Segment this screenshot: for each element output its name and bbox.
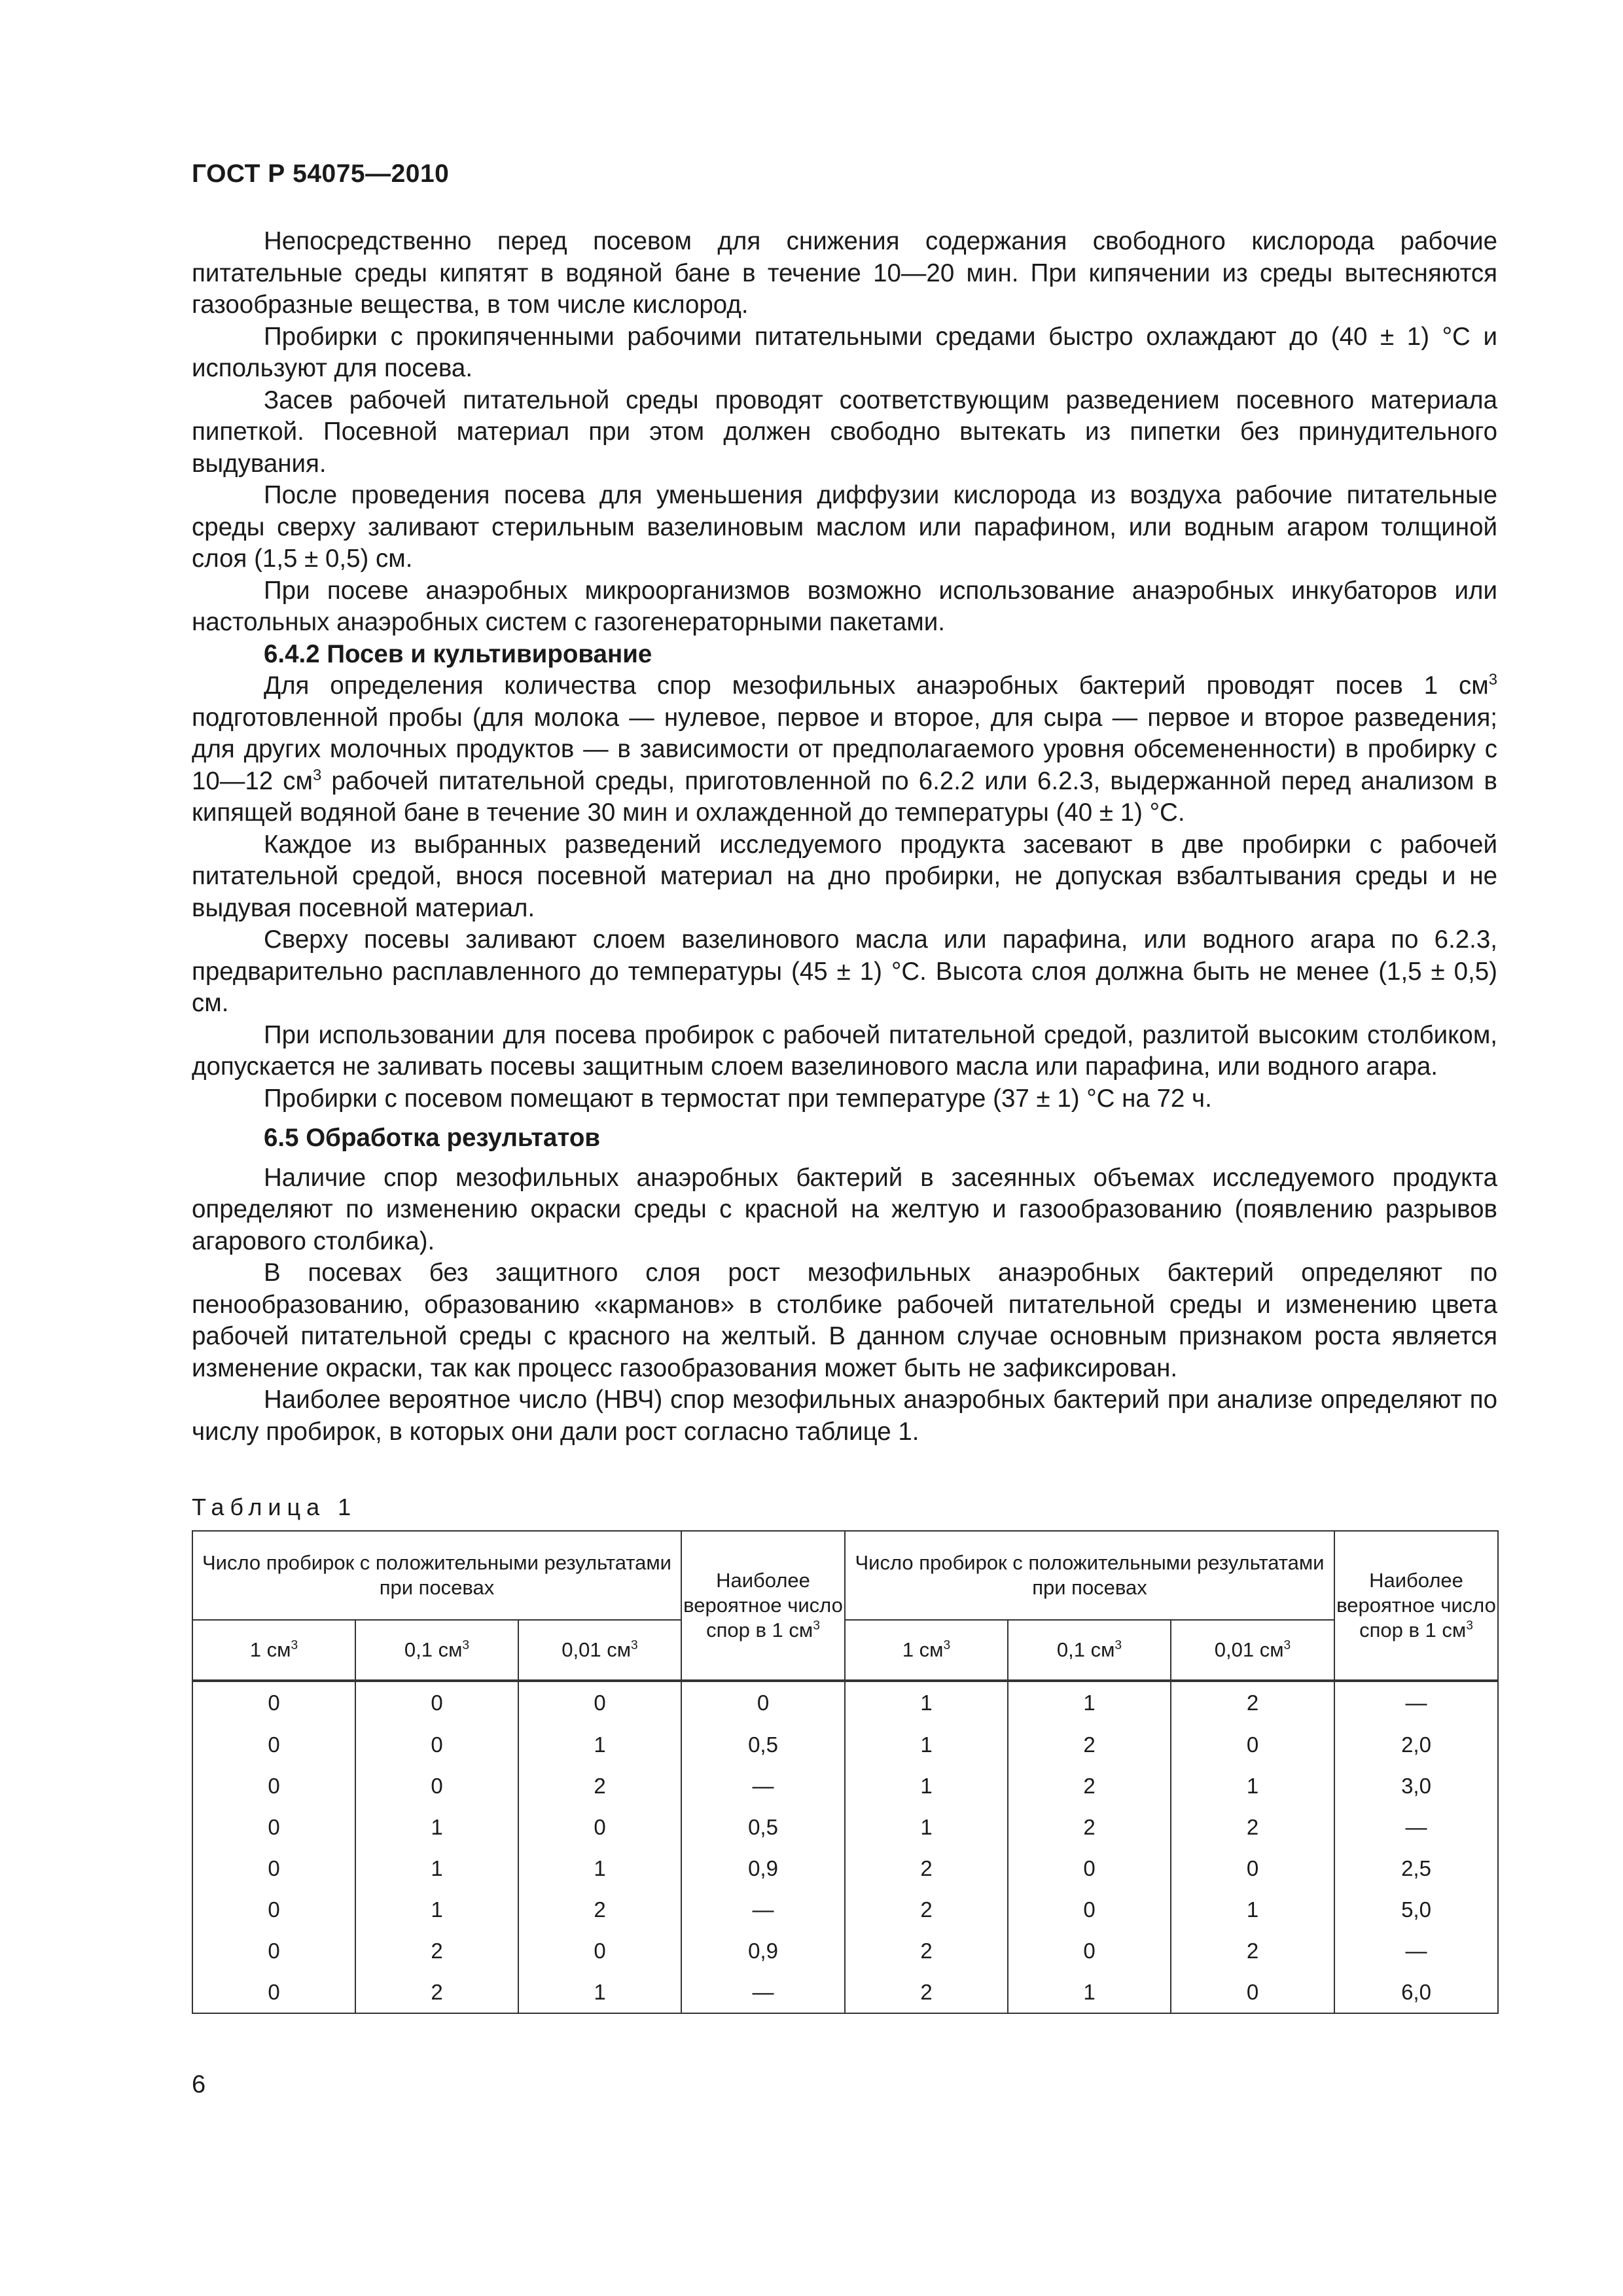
paragraph: Непосредственно перед посевом для снижения содержания свободного кислорода рабочие питательные среды кипятят в водяной бане в течение 10—20 мин. При кипячении из среды вытесняются газообразные вещества, в том числе кислород. <box>192 227 1497 319</box>
header-text: 1 см <box>249 1638 291 1661</box>
table-cell: 0 <box>1008 1848 1171 1889</box>
paragraph: При посеве анаэробных микроорганизмов возможно использование анаэробных инкубаторов или настольных анаэробных систем с газогенераторными пакетами. <box>192 576 1497 636</box>
table-cell: 2 <box>845 1848 1008 1889</box>
table-cell: 0 <box>192 1930 355 1971</box>
header-text: 0,1 см <box>1056 1638 1115 1661</box>
table-cell: 2 <box>518 1889 681 1930</box>
table-row <box>192 1681 1498 1724</box>
table-cell: 2 <box>1171 1681 1334 1724</box>
table-cell: 1 <box>1171 1765 1334 1806</box>
table-cell: 1 <box>845 1765 1008 1806</box>
paragraph: Пробирки с посевом помещают в термостат при температуре (37 ± 1) °С на 72 ч. <box>264 1084 1212 1113</box>
paragraph-text: подготовленной пробы (для молока — нулевое, первое и второе, для сыра — первое и второе разведения; для других молочных продуктов — в зависимости от предполагаемого уровня обсемененности) в пробирку с 10—12 см <box>192 703 1497 795</box>
table-row <box>192 1848 1498 1889</box>
table-cell: 0,5 <box>681 1806 845 1848</box>
mpn-table <box>192 1530 1499 2014</box>
table-cell: 2 <box>845 1930 1008 1971</box>
table-cell: 1 <box>845 1681 1008 1724</box>
superscript: 3 <box>943 1638 951 1653</box>
table-cell: 2 <box>518 1765 681 1806</box>
section-heading-6-4-2: 6.4.2 Посев и культивирование <box>264 639 652 668</box>
table-cell: 2 <box>845 1971 1008 2013</box>
group-header: Число пробирок с положительными результатами при посевах <box>192 1531 681 1620</box>
paragraph: Пробирки с прокипяченными рабочими питательными средами быстро охлаждают до (40 ± 1) °С и используют для посева. <box>192 322 1497 382</box>
page-number: 6 <box>192 2071 206 2098</box>
table-cell: 0 <box>355 1724 518 1765</box>
table-cell: 0 <box>518 1681 681 1724</box>
table-row <box>192 1765 1498 1806</box>
document-header: ГОСТ Р 54075—2010 <box>192 160 450 188</box>
table-cell: 0 <box>1008 1930 1171 1971</box>
header-text: 0,1 см <box>404 1638 463 1661</box>
table-cell: 0 <box>1171 1971 1334 2013</box>
paragraph-text: рабочей питательной среды, приготовленной по 6.2.2 или 6.2.3, выдержанной перед анализом в кипящей водяной бане в течение 30 мин и охлажденной до температуры (40 ± 1) °С. <box>192 766 1497 827</box>
table-cell: 2 <box>1008 1765 1171 1806</box>
column-header <box>192 1620 355 1681</box>
table-cell: 1 <box>1171 1889 1334 1930</box>
table-cell: 0 <box>1008 1889 1171 1930</box>
superscript: 3 <box>1283 1638 1291 1653</box>
paragraph: Наличие спор мезофильных анаэробных бактерий в засеянных объемах исследуемого продукта определяют по изменению окраски среды с красной на желтую и газообразованию (появлению разрывов агарового столбика). <box>192 1163 1497 1255</box>
table-cell: 3,0 <box>1334 1765 1498 1806</box>
table-body <box>192 1681 1498 2013</box>
table-cell: 1 <box>845 1806 1008 1848</box>
table-cell: 1 <box>845 1724 1008 1765</box>
table-cell: 0 <box>355 1765 518 1806</box>
table-cell: 2 <box>355 1930 518 1971</box>
mpn-header <box>681 1531 845 1681</box>
table-cell: 1 <box>1008 1971 1171 2013</box>
header-text: 0,01 см <box>562 1638 632 1661</box>
superscript: 3 <box>1488 671 1497 689</box>
table-cell: 0 <box>192 1681 355 1724</box>
table-cell: 0 <box>192 1806 355 1848</box>
header-text: Наиболее вероятное число спор в 1 см <box>1336 1569 1496 1641</box>
mpn-header <box>1334 1531 1498 1681</box>
column-header <box>845 1620 1008 1681</box>
header-text: 1 см <box>902 1638 944 1661</box>
table-row <box>192 1806 1498 1848</box>
superscript: 3 <box>813 1619 820 1633</box>
group-header: Число пробирок с положительными результатами при посевах <box>845 1531 1334 1620</box>
column-header <box>1171 1620 1334 1681</box>
table-cell: 2 <box>1171 1930 1334 1971</box>
header-text: Наиболее вероятное число спор в 1 см <box>683 1569 843 1641</box>
paragraph: Сверху посевы заливают слоем вазелинового масла или парафина, или водного агара по 6.2.3, предварительно расплавленного до температуры (45 ± 1) °С. Высота слоя должна быть не менее (1,5 ± 0,5) см. <box>192 925 1497 1017</box>
superscript: 3 <box>1466 1619 1473 1633</box>
table-cell: 1 <box>1008 1681 1171 1724</box>
table-cell: 1 <box>355 1889 518 1930</box>
table-cell: 0 <box>355 1681 518 1724</box>
paragraph: При использовании для посева пробирок с рабочей питательной средой, разлитой высоким столбиком, допускается не заливать посевы защитным слоем вазелинового масла или парафина, или водного агара. <box>192 1020 1497 1081</box>
superscript: 3 <box>631 1638 638 1653</box>
table-cell: 0,9 <box>681 1930 845 1971</box>
table-cell: 6,0 <box>1334 1971 1498 2013</box>
table-cell: 1 <box>518 1724 681 1765</box>
table-cell: 5,0 <box>1334 1889 1498 1930</box>
column-header <box>518 1620 681 1681</box>
superscript: 3 <box>291 1638 298 1653</box>
table-cell: 0 <box>192 1765 355 1806</box>
table-row <box>192 1889 1498 1930</box>
table-cell: 0 <box>518 1806 681 1848</box>
table-cell: — <box>681 1971 845 2013</box>
table-cell: 1 <box>355 1848 518 1889</box>
table-cell: — <box>681 1765 845 1806</box>
column-header <box>355 1620 518 1681</box>
table-cell: 0 <box>681 1681 845 1724</box>
superscript: 3 <box>1115 1638 1122 1653</box>
paragraph: Засев рабочей питательной среды проводят соответствующим разведением посевного материала пипеткой. Посевной материал при этом должен свободно вытекать из пипетки без принудительного выдувания. <box>192 386 1497 478</box>
document-body <box>192 226 1497 1448</box>
section-heading-6-5: 6.5 Обработка результатов <box>264 1124 600 1152</box>
table-cell: — <box>1334 1806 1498 1848</box>
paragraph: Наиболее вероятное число (НВЧ) спор мезофильных анаэробных бактерий при анализе определяют по числу пробирок, в которых они дали рост согласно таблице 1. <box>192 1386 1497 1446</box>
table-caption: Таблица 1 <box>192 1494 357 1520</box>
table-cell: 2 <box>1008 1806 1171 1848</box>
table-cell: — <box>1334 1681 1498 1724</box>
paragraph: В посевах без защитного слоя рост мезофильных анаэробных бактерий определяют по пенообразованию, образованию «карманов» в столбике рабочей питательной среды и изменению цвета рабочей питательной среды с красного на желтый. В данном случае основным признаком роста является изменение окраски, так как процесс газообразования может быть не зафиксирован. <box>192 1259 1497 1382</box>
table-cell: 1 <box>518 1848 681 1889</box>
table-cell: 0,9 <box>681 1848 845 1889</box>
table-cell: 0 <box>1171 1848 1334 1889</box>
table-cell: 0 <box>1171 1724 1334 1765</box>
table-cell: 1 <box>518 1971 681 2013</box>
table-cell: 2,0 <box>1334 1724 1498 1765</box>
table-row <box>192 1724 1498 1765</box>
table-cell: 2 <box>355 1971 518 2013</box>
table-cell: 0 <box>192 1848 355 1889</box>
table-cell: — <box>1334 1930 1498 1971</box>
header-text: 0,01 см <box>1214 1638 1284 1661</box>
superscript: 3 <box>312 766 322 784</box>
paragraph: После проведения посева для уменьшения диффузии кислорода из воздуха рабочие питательные среды сверху заливают стерильным вазелиновым маслом или парафином, или водным агаром толщиной слоя (1,5 ± 0,5) см. <box>192 481 1497 573</box>
table-cell: 0,5 <box>681 1724 845 1765</box>
superscript: 3 <box>462 1638 470 1653</box>
table-cell: 0 <box>192 1889 355 1930</box>
table-cell: 0 <box>192 1724 355 1765</box>
table-row <box>192 1971 1498 2013</box>
table-cell: 0 <box>192 1971 355 2013</box>
paragraph: Каждое из выбранных разведений исследуемого продукта засевают в две пробирки с рабочей питательной средой, внося посевной материал на дно пробирки, не допуская взбалтывания среды и не выдувая посевной материал. <box>192 830 1497 922</box>
table-cell: — <box>681 1889 845 1930</box>
table-cell: 2 <box>845 1889 1008 1930</box>
table-cell: 0 <box>518 1930 681 1971</box>
table-cell: 1 <box>355 1806 518 1848</box>
table-row <box>192 1930 1498 1971</box>
table-cell: 2,5 <box>1334 1848 1498 1889</box>
column-header <box>1008 1620 1171 1681</box>
paragraph-text: Для определения количества спор мезофильных анаэробных бактерий проводят посев 1 см <box>264 672 1489 700</box>
table-cell: 2 <box>1008 1724 1171 1765</box>
paragraph <box>192 670 1497 829</box>
table-cell: 2 <box>1171 1806 1334 1848</box>
